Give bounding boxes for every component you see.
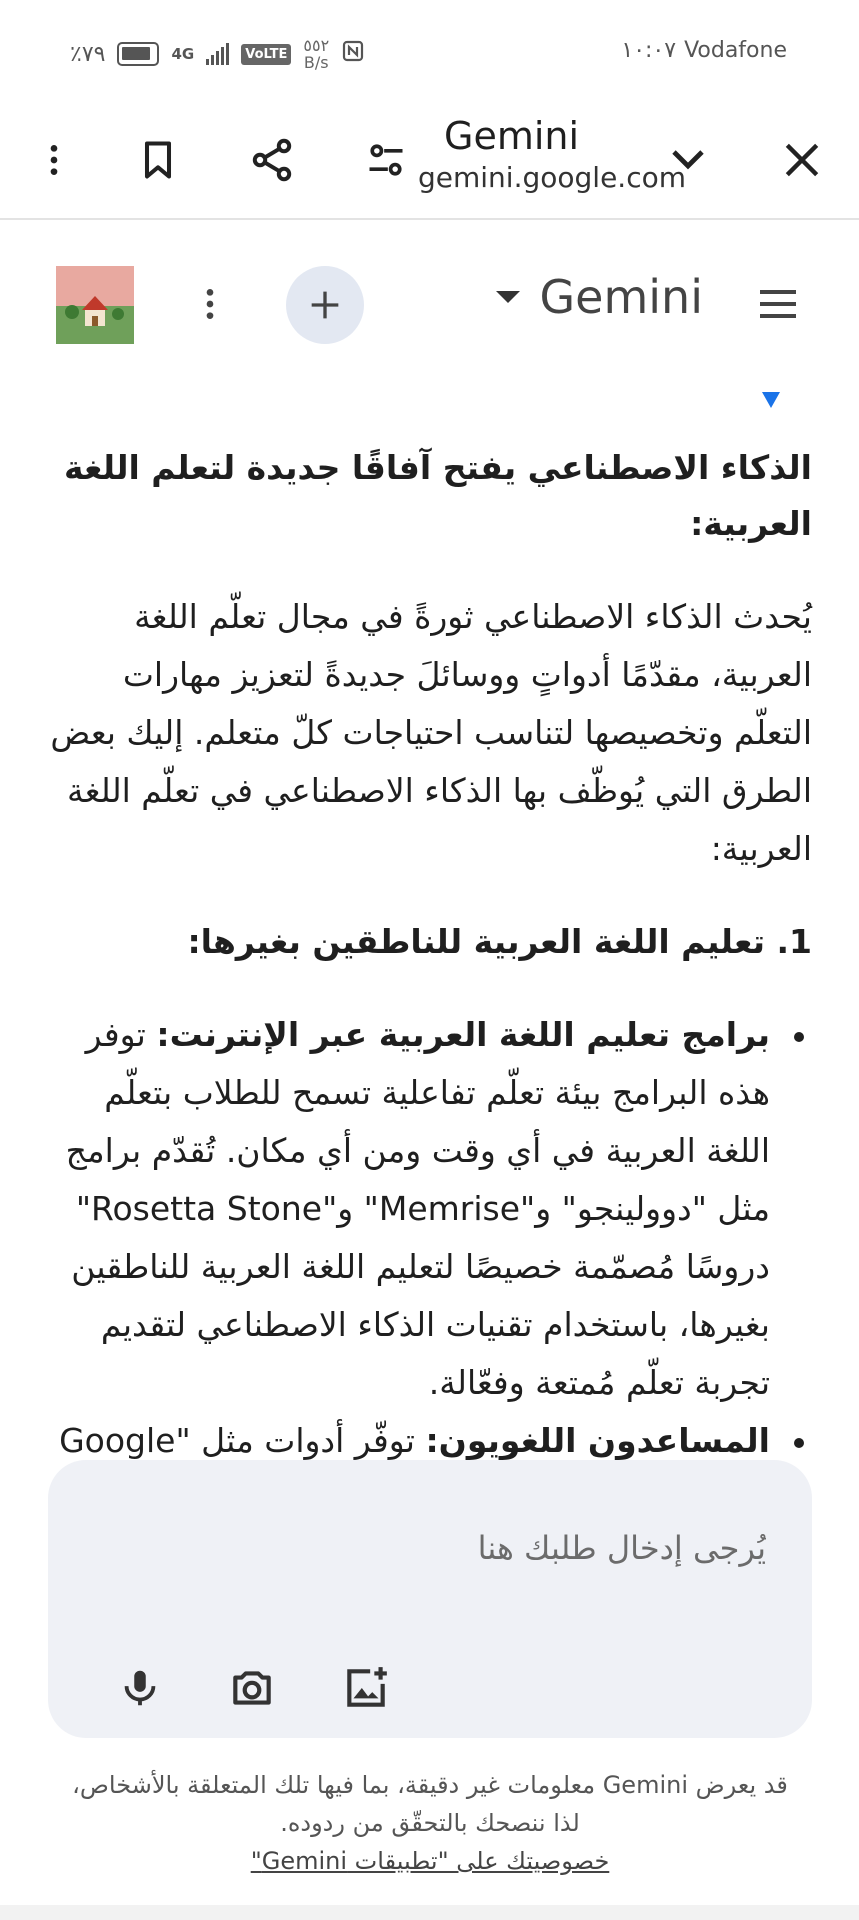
list-item: برامج تعليم اللغة العربية عبر الإنترنت: توفر هذه البرامج بيئة تعلّم تفاعلية تسمح للطلاب بتعلّم اللغة العربية في أي وقت ومن أي مكان. تُقدّم برامج مثل "دوولينجو" و"Memrise" و"Rosetta Stone" دروسًا مُصمّمة خصيصًا لتعليم اللغة العربية للناطقين بغيرها، باستخدام تقنيات الذكاء الاصطناعي لتقديم تجربة تعلّم مُمتعة وفعّالة.	[46, 1006, 812, 1412]
more-options-button[interactable]	[22, 128, 86, 192]
signal-icon	[206, 43, 229, 65]
gemini-header	[0, 230, 859, 380]
status-carrier-time	[621, 38, 787, 63]
custom-tab-toolbar	[0, 100, 859, 220]
network-type: 4G	[171, 45, 195, 63]
camera-icon	[227, 1663, 277, 1713]
page-url: gemini.google.com	[418, 161, 686, 194]
header-more-button[interactable]	[178, 272, 242, 336]
avatar-image	[56, 266, 134, 344]
net-speed: ٥٥٢ B/s	[303, 36, 330, 72]
carrier: Vodafone	[684, 38, 787, 63]
minimize-button[interactable]	[656, 128, 720, 192]
share-button[interactable]	[240, 128, 304, 192]
page-title: Gemini	[444, 114, 580, 158]
plus-icon	[305, 285, 345, 325]
menu-button[interactable]	[746, 272, 810, 336]
chevron-down-icon	[664, 136, 712, 184]
response-heading: الذكاء الاصطناعي يفتح آفاقًا جديدة لتعلم اللغة العربية:	[64, 448, 812, 543]
menu-icon	[754, 280, 802, 328]
avatar[interactable]	[56, 266, 134, 344]
more-vert-icon	[34, 140, 74, 180]
response-intro: يُحدث الذكاء الاصطناعي ثورةً في مجال تعلّم اللغة العربية، مقدّمًا أدواتٍ ووسائلَ جديدةً لتعزيز مهارات التعلّم وتخصيصها لتناسب احتياجات كلّ متعلم. إليك بعض الطرق التي يُوظّف بها الذكاء الاصطناعي في تعلّم اللغة العربية:	[50, 597, 812, 868]
tune-icon	[364, 138, 408, 182]
app-title: Gemini	[539, 270, 703, 324]
disclaimer-text: قد يعرض Gemini معلومات غير دقيقة، بما فيها تلك المتعلقة بالأشخاص، لذا ننصحك بالتحقّق من ردوده.	[72, 1771, 788, 1837]
page-title-block[interactable]	[418, 112, 686, 196]
bullet-list	[46, 1006, 812, 1470]
add-image-button[interactable]	[334, 1656, 398, 1720]
page-info-button[interactable]	[354, 128, 418, 192]
share-icon	[248, 136, 296, 184]
section-title: 1. تعليم اللغة العربية للناطقين بغيرها:	[187, 922, 812, 961]
disclaimer	[60, 1766, 800, 1880]
add-photo-icon	[341, 1663, 391, 1713]
bookmark-icon	[136, 138, 180, 182]
close-icon	[780, 138, 824, 182]
new-chat-button[interactable]	[286, 266, 364, 344]
more-vert-icon	[190, 284, 230, 324]
prompt-input[interactable]	[126, 1520, 766, 1576]
volte-badge: VoLTE	[241, 44, 291, 65]
response-content	[46, 440, 812, 1460]
prompt-card	[48, 1460, 812, 1738]
scroll-indicator-icon	[762, 392, 780, 408]
caret-down-icon	[496, 291, 520, 303]
clock: ١٠:٠٧	[621, 38, 677, 63]
bookmark-button[interactable]	[126, 128, 190, 192]
status-icons	[70, 36, 365, 72]
camera-button[interactable]	[220, 1656, 284, 1720]
close-button[interactable]	[770, 128, 834, 192]
status-bar	[0, 0, 859, 100]
list-item: المساعدون اللغويون: توفّر أدوات مثل "Google	[46, 1412, 812, 1470]
privacy-link[interactable]: خصوصيتك على "تطبيقات Gemini"	[250, 1847, 610, 1875]
battery-icon	[117, 42, 159, 66]
battery-percent: ٪٧٩	[70, 41, 106, 67]
model-selector[interactable]	[496, 270, 703, 324]
gesture-bar	[0, 1905, 859, 1920]
mic-icon	[117, 1665, 163, 1711]
voice-input-button[interactable]	[108, 1656, 172, 1720]
nfc-icon	[341, 39, 365, 69]
